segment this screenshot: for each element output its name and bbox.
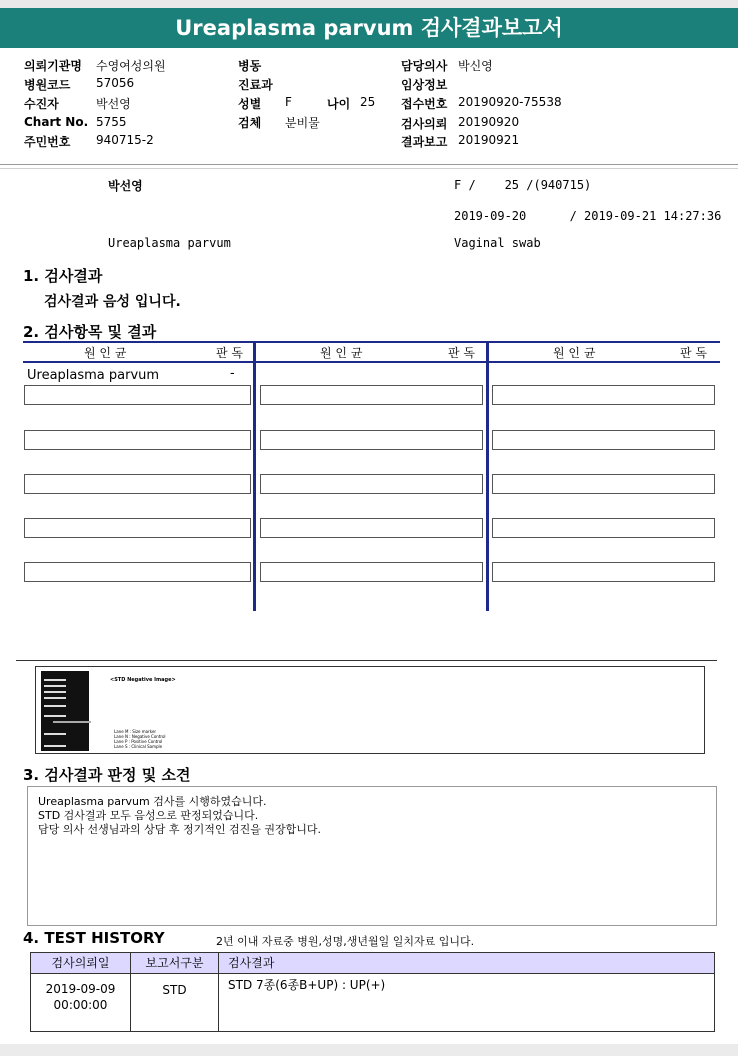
label-department: 진료과 bbox=[238, 78, 273, 92]
label-hospital-code: 병원코드 bbox=[24, 78, 71, 92]
history-header-result: 검사결과 bbox=[219, 953, 714, 973]
history-header-border bbox=[31, 973, 714, 974]
gel-band bbox=[44, 679, 66, 681]
gel-band bbox=[44, 745, 66, 747]
opinion-line: Ureaplasma parvum 검사를 시행하였습니다. bbox=[38, 795, 267, 808]
th-result-2: 판 독 bbox=[448, 346, 475, 360]
value-hospital-code: 57056 bbox=[96, 76, 135, 90]
label-institution: 의뢰기관명 bbox=[24, 59, 82, 73]
empty-result-box bbox=[492, 518, 715, 538]
gel-band bbox=[44, 733, 66, 735]
summary-specimen: Vaginal swab bbox=[454, 236, 541, 250]
empty-result-box bbox=[260, 562, 483, 582]
empty-result-box bbox=[260, 385, 483, 405]
value-resident-no: 940715-2 bbox=[96, 133, 154, 147]
table-col-divider-2 bbox=[486, 341, 489, 611]
empty-result-box bbox=[260, 474, 483, 494]
gel-legend-4: Lane S : Clinical Sample bbox=[114, 744, 163, 749]
gel-caption: <STD Negative Image> bbox=[110, 677, 176, 683]
empty-result-box bbox=[24, 385, 251, 405]
history-header-type: 보고서구분 bbox=[131, 953, 218, 973]
gel-band bbox=[44, 691, 66, 693]
gel-electrophoresis-image bbox=[41, 671, 89, 751]
history-row-result: STD 7종(6종B+UP) : UP(+) bbox=[228, 978, 386, 992]
history-note: 2년 이내 자료중 병원,성명,생년월일 일치자료 입니다. bbox=[216, 935, 475, 948]
value-specimen: 분비물 bbox=[285, 116, 320, 130]
gel-band bbox=[44, 697, 66, 699]
history-row-type: STD bbox=[162, 983, 187, 997]
value-chart-no: 5755 bbox=[96, 115, 127, 129]
label-resident-no: 주민번호 bbox=[24, 135, 71, 149]
empty-result-box bbox=[260, 518, 483, 538]
gel-band bbox=[53, 721, 91, 723]
gel-band bbox=[44, 705, 66, 707]
history-row-date: 2019-09-09 bbox=[45, 982, 116, 996]
row1-result: - bbox=[230, 366, 235, 381]
label-ward: 병동 bbox=[238, 59, 262, 73]
label-age: 나이 bbox=[327, 97, 351, 111]
empty-result-box bbox=[24, 474, 251, 494]
gel-band bbox=[44, 685, 66, 687]
section4-title: 4. TEST HISTORY bbox=[23, 929, 165, 947]
opinion-line: STD 검사결과 모두 음성으로 판정되었습니다. bbox=[38, 809, 259, 822]
gel-divider bbox=[16, 660, 717, 661]
opinion-box bbox=[27, 786, 717, 926]
value-request-date: 20190920 bbox=[458, 115, 520, 129]
label-clinical-info: 임상정보 bbox=[401, 78, 448, 92]
value-patient: 박선영 bbox=[96, 97, 131, 111]
top-margin bbox=[0, 0, 738, 8]
empty-result-box bbox=[24, 562, 251, 582]
summary-dates: 2019-09-20 / 2019-09-21 14:27:36 bbox=[454, 209, 722, 223]
empty-result-box bbox=[24, 430, 251, 450]
th-result-1: 판 독 bbox=[216, 346, 243, 360]
header-divider-shadow bbox=[0, 168, 738, 169]
table-top-border bbox=[23, 341, 720, 343]
table-header-border bbox=[23, 361, 720, 363]
section1-title: 1. 검사결과 bbox=[23, 267, 103, 285]
value-report-date: 20190921 bbox=[458, 133, 520, 147]
empty-result-box bbox=[492, 430, 715, 450]
th-result-3: 판 독 bbox=[680, 346, 707, 360]
empty-result-box bbox=[492, 474, 715, 494]
row1-pathogen: Ureaplasma parvum bbox=[27, 368, 160, 383]
label-sex: 성별 bbox=[238, 97, 262, 111]
empty-result-box bbox=[492, 562, 715, 582]
value-reception-no: 20190920-75538 bbox=[458, 95, 562, 109]
summary-sex-age: F / 25 /(940715) bbox=[454, 178, 592, 192]
history-row-time: 00:00:00 bbox=[53, 998, 108, 1012]
gel-image-panel bbox=[35, 666, 705, 754]
empty-result-box bbox=[260, 430, 483, 450]
summary-name: 박선영 bbox=[108, 179, 143, 193]
gel-legend-1: Lane M : Size marker bbox=[114, 729, 157, 734]
th-pathogen-3: 원 인 균 bbox=[553, 346, 596, 360]
label-doctor: 담당의사 bbox=[401, 59, 448, 73]
report-title: Ureaplasma parvum 검사결과보고서 bbox=[0, 8, 738, 48]
th-pathogen-1: 원 인 균 bbox=[84, 346, 127, 360]
label-reception-no: 접수번호 bbox=[401, 97, 448, 111]
gel-legend-3: Lane P : Positive Control bbox=[114, 739, 163, 744]
gel-legend-2: Lane N : Negative Control bbox=[114, 734, 166, 739]
label-report-date: 결과보고 bbox=[401, 135, 448, 149]
label-patient: 수진자 bbox=[24, 97, 59, 111]
label-request-date: 검사의뢰 bbox=[401, 117, 448, 131]
history-col-divider bbox=[218, 953, 219, 1031]
empty-result-box bbox=[492, 385, 715, 405]
section3-title: 3. 검사결과 판정 및 소견 bbox=[23, 766, 191, 784]
label-chart-no: Chart No. bbox=[24, 115, 89, 129]
header-divider bbox=[0, 164, 738, 165]
history-table bbox=[30, 952, 715, 1032]
label-specimen: 검체 bbox=[238, 116, 262, 130]
value-age: 25 bbox=[360, 95, 376, 109]
history-header-date: 검사의뢰일 bbox=[31, 953, 130, 973]
table-col-divider-1 bbox=[253, 341, 256, 611]
section1-text: 검사결과 음성 입니다. bbox=[44, 294, 181, 310]
empty-result-box bbox=[24, 518, 251, 538]
value-institution: 수영여성의원 bbox=[96, 59, 166, 73]
bottom-margin bbox=[0, 1044, 738, 1056]
opinion-line: 담당 의사 선생님과의 상담 후 정기적인 검진을 권장합니다. bbox=[38, 823, 321, 836]
value-doctor: 박신영 bbox=[458, 59, 493, 73]
summary-test: Ureaplasma parvum bbox=[108, 236, 231, 250]
section2-title: 2. 검사항목 및 결과 bbox=[23, 323, 157, 341]
gel-band bbox=[44, 715, 66, 717]
th-pathogen-2: 원 인 균 bbox=[320, 346, 363, 360]
value-sex: F bbox=[285, 95, 292, 109]
